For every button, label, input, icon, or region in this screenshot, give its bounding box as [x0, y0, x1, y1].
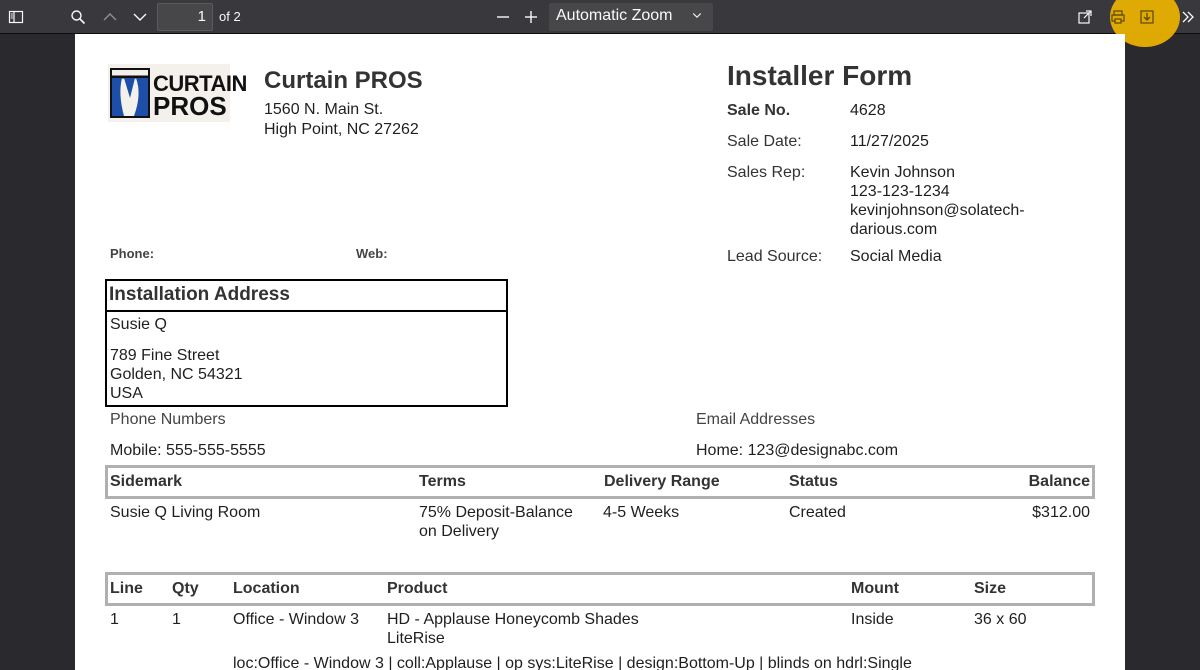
- tools-double-chevron-icon[interactable]: [1176, 5, 1200, 29]
- form-title: Installer Form: [727, 60, 913, 91]
- col-header-sidemark: Sidemark: [110, 473, 183, 490]
- page-count-label: of 2: [219, 9, 241, 24]
- pdf-viewer-toolbar: [0, 0, 1200, 34]
- installation-address-heading: Installation Address: [109, 284, 290, 305]
- row-product-line1: HD - Applause Honeycomb Shades: [387, 611, 639, 628]
- sidebar-toggle-icon[interactable]: [4, 5, 28, 29]
- logo-line-2: PROS: [153, 91, 227, 121]
- zoom-in-icon[interactable]: [519, 5, 543, 29]
- col-header-location: Location: [233, 580, 300, 597]
- row-size: 36 x 60: [974, 611, 1027, 628]
- col-header-mount: Mount: [851, 580, 899, 597]
- curtain-window-icon: [110, 68, 150, 118]
- row-detail: loc:Office - Window 3 | coll:Applause | op sys:LiteRise | design:Bottom-Up | blinds on hdrl:Single: [233, 655, 912, 670]
- page-number-input[interactable]: 1: [157, 3, 213, 31]
- company-logo: [108, 64, 247, 122]
- line-items-table-header: [105, 572, 1095, 606]
- company-address-line2: High Point, NC 27262: [264, 121, 419, 138]
- installation-address-body: [105, 310, 508, 407]
- company-address-line1: 1560 N. Main St.: [264, 101, 384, 118]
- summary-balance: $312.00: [1032, 504, 1090, 521]
- open-external-icon[interactable]: [1073, 5, 1097, 29]
- home-email: Home: 123@designabc.com: [696, 442, 899, 459]
- col-header-qty: Qty: [172, 580, 199, 597]
- email-addresses-heading: Email Addresses: [696, 411, 816, 428]
- phone-numbers-heading: Phone Numbers: [110, 411, 226, 428]
- col-header-product: Product: [387, 580, 448, 597]
- row-location: Office - Window 3: [233, 611, 359, 628]
- logo-line-1: CURTAIN: [153, 71, 247, 96]
- sale-no-value: 4628: [850, 102, 886, 119]
- summary-sidemark: Susie Q Living Room: [110, 504, 261, 521]
- lead-source-label: Lead Source:: [727, 248, 823, 265]
- col-header-terms: Terms: [419, 473, 466, 490]
- zoom-out-icon[interactable]: [491, 5, 515, 29]
- sales-rep-email-line2: darious.com: [850, 221, 938, 238]
- summary-terms-line1: 75% Deposit-Balance: [419, 504, 573, 521]
- mobile-number: Mobile: 555-555-5555: [110, 442, 266, 459]
- sale-date-label: Sale Date:: [727, 133, 802, 150]
- col-header-status: Status: [789, 473, 838, 490]
- summary-table-header: [105, 465, 1095, 499]
- install-country: USA: [110, 385, 143, 402]
- row-qty: 1: [172, 611, 181, 628]
- chevron-down-icon: [691, 8, 703, 26]
- zoom-select-label: Automatic Zoom: [556, 7, 673, 24]
- company-name: Curtain PROS: [264, 67, 423, 94]
- col-header-delivery-range: Delivery Range: [604, 473, 720, 490]
- summary-delivery-range: 4-5 Weeks: [603, 504, 680, 521]
- install-city: Golden, NC 54321: [110, 366, 243, 383]
- pdf-page: [75, 34, 1125, 670]
- col-header-balance: Balance: [1028, 473, 1090, 490]
- summary-terms-line2: on Delivery: [419, 523, 500, 540]
- install-street: 789 Fine Street: [110, 347, 220, 364]
- chevron-down-icon[interactable]: [128, 5, 152, 29]
- search-icon[interactable]: [66, 5, 90, 29]
- sale-date-value: 11/27/2025: [850, 133, 929, 150]
- installation-address-header: [105, 279, 508, 312]
- col-header-line: Line: [110, 580, 143, 597]
- col-header-size: Size: [974, 580, 1007, 597]
- sales-rep-name: Kevin Johnson: [850, 164, 955, 181]
- phone-label: Phone:: [110, 246, 155, 261]
- row-product-line2: LiteRise: [387, 630, 445, 647]
- lead-source-value: Social Media: [850, 248, 942, 265]
- web-label: Web:: [356, 246, 388, 261]
- sales-rep-phone: 123-123-1234: [850, 183, 950, 200]
- row-line: 1: [110, 611, 119, 628]
- download-icon[interactable]: [1135, 5, 1159, 29]
- summary-status: Created: [789, 504, 846, 521]
- sales-rep-label: Sales Rep:: [727, 164, 806, 181]
- sales-rep-email-line1: kevinjohnson@solatech-: [850, 202, 1025, 219]
- row-mount: Inside: [851, 611, 894, 628]
- chevron-up-icon[interactable]: [98, 5, 122, 29]
- install-customer-name: Susie Q: [110, 316, 167, 333]
- sale-no-label: Sale No.: [727, 102, 791, 119]
- print-icon[interactable]: [1106, 5, 1130, 29]
- zoom-select[interactable]: [549, 3, 713, 31]
